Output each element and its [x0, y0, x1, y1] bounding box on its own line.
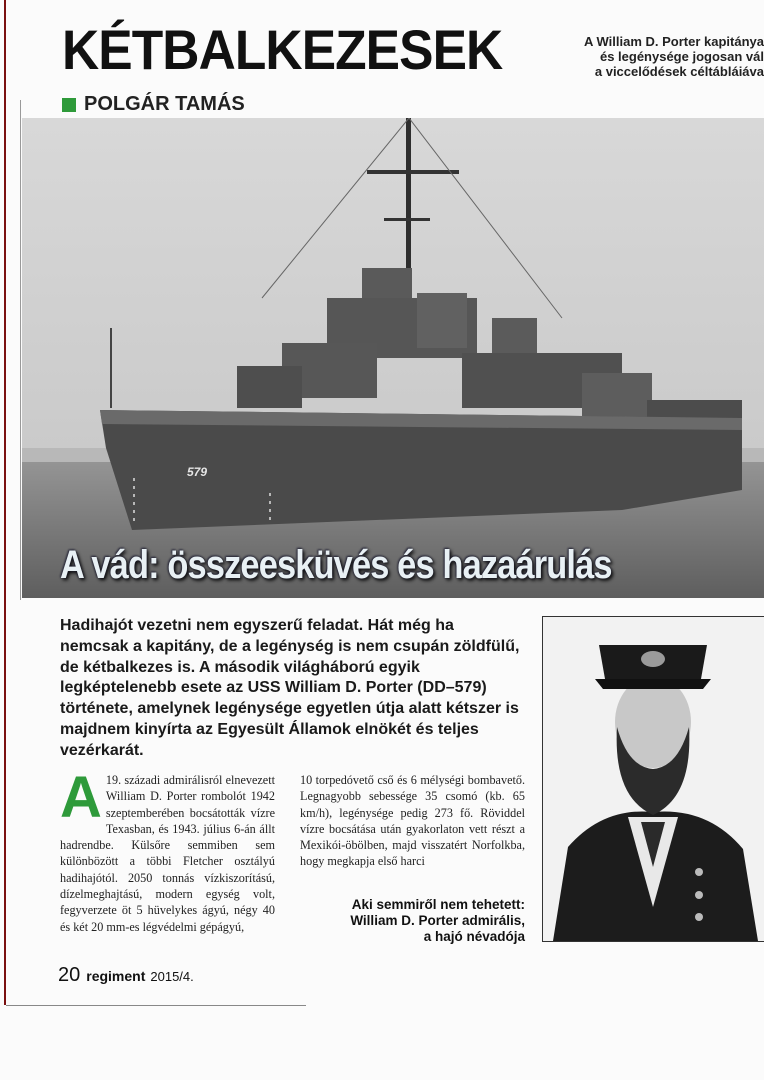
article-title: KÉTBALKEZESEK: [62, 18, 503, 81]
portrait-caption-line: Aki semmiről nem tehetett:: [351, 897, 525, 912]
left-margin-line: [20, 100, 21, 600]
body-column-2: 10 torpedóvető cső és 6 mélységi bombavető. Legnagyobb sebessége 35 csomó (kb. 65 km/h), legénysége pedig 273 fő. Röviddel vízre bocsátása után gyakorlaton vett részt a Mexikói-öbölben, majd visszatért Norfolkba, hogy megkapja első harci: [300, 773, 525, 869]
author-name: POLGÁR TAMÁS: [84, 93, 245, 115]
drop-cap: A: [60, 765, 102, 830]
body-column-1: [60, 765, 275, 935]
teaser-line: a viccelődések céltábláiáva: [594, 64, 764, 79]
admiral-portrait: [542, 616, 764, 942]
author-byline: [62, 93, 245, 116]
teaser: [564, 34, 764, 79]
lead-paragraph: Hadihajót vezetni nem egyszerű feladat. Hát még ha nemcsak a kapitány, de a legénység is nem csupán zöldfülű, de kétbalkezes is. A második világháború egyik legképtelenebb esete az USS William D. Porter (DD–579) története, amelynek legénysége egyetlen útja alatt kétszer is majdnem kinyírta az Egyesült Államok elnökét és teljes vezérkarát.: [60, 617, 520, 759]
destroyer-photo: [22, 118, 764, 598]
portrait-caption-line: William D. Porter admirális,: [350, 913, 525, 928]
hull-number: 579: [187, 465, 208, 479]
left-margin-rule: [4, 0, 6, 1005]
magazine-name: regiment: [86, 968, 146, 984]
photo-caption: A vád: összeesküvés és hazaárulás: [60, 543, 612, 587]
issue-number: 2015/4.: [150, 969, 194, 984]
teaser-line: A William D. Porter kapitánya: [583, 34, 764, 49]
body-text-1: 19. századi admirálisról elnevezett William D. Porter rombolót 1942 szeptemberében bocsátották vízre Texasban, és 1943. július 6-án állt hadrendbe. Külsőre semmiben sem különbözött a többi Fletcher osztályú hadihajótól. 2050 tonnás vízkiszorítású, dízelmeghajtású, modern egység volt, fegyverzete öt 5 hüvelykes ágyú, négy 40 és két 20 mm-es légvédelmi gépágyú,: [60, 773, 275, 934]
bottom-rule: [6, 1005, 306, 1006]
portrait-caption: [300, 897, 525, 945]
green-square-icon: [62, 98, 76, 112]
page-footer: [58, 964, 194, 987]
portrait-caption-line: a hajó névadója: [423, 929, 525, 944]
page-number: 20: [58, 964, 81, 986]
teaser-line: és legénysége jogosan vál: [599, 49, 764, 64]
